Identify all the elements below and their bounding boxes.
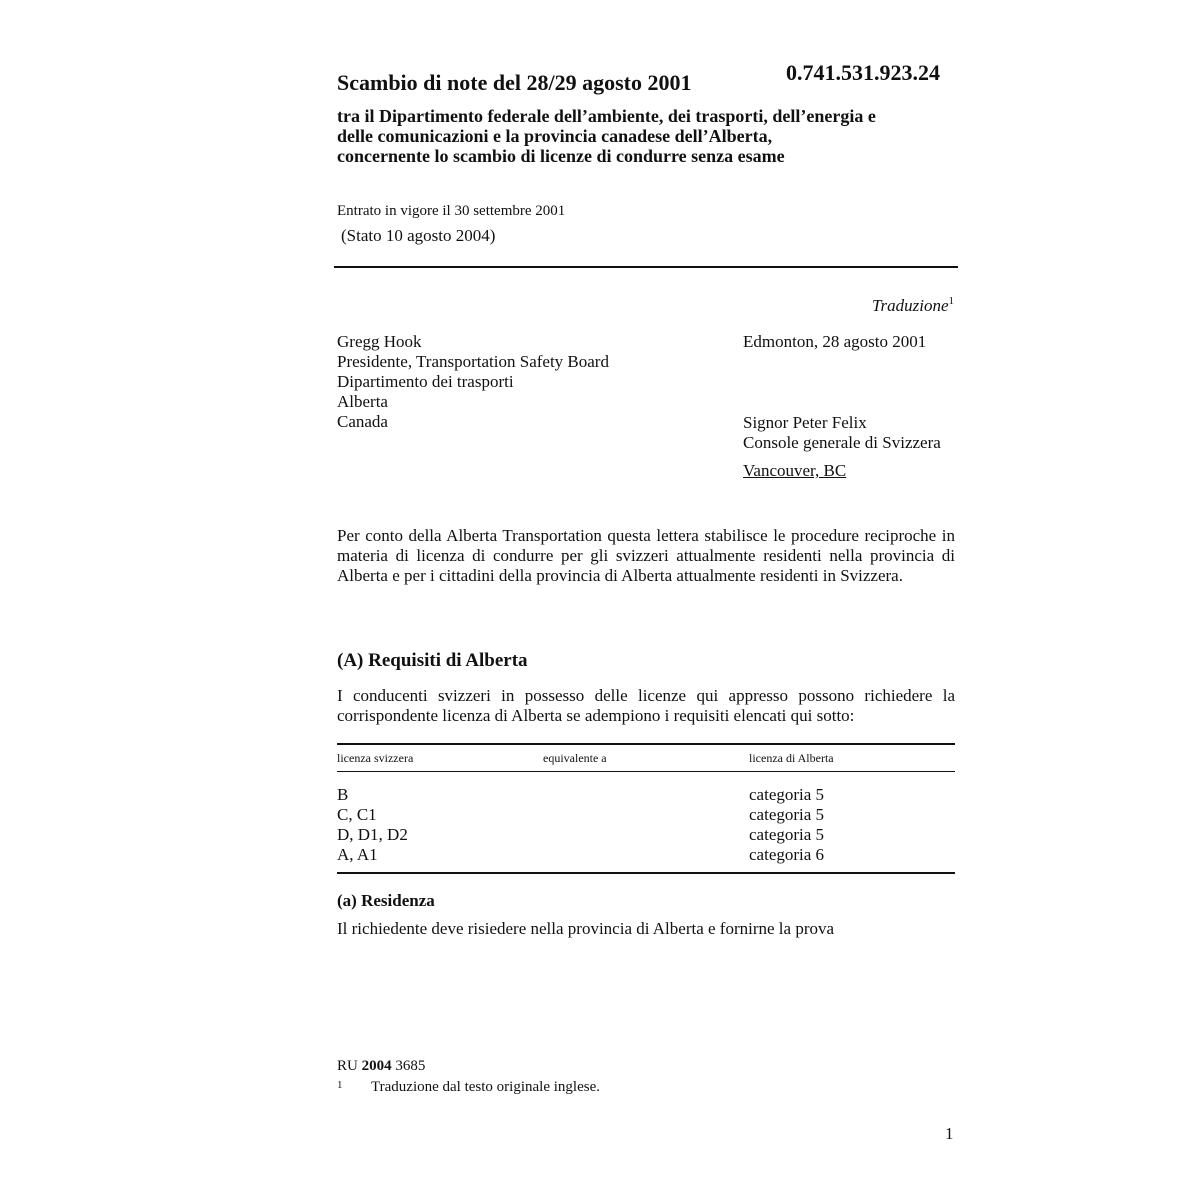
intro-paragraph: Per conto della Alberta Transportation questa lettera stabilisce le procedure reciproche in materia di licenza di condurre per gli svizzeri attualmente residenti nella provincia di Alberta e per i cittadini della provincia di Alberta attualmente residenti in Svizzera. bbox=[337, 526, 955, 585]
table-row bbox=[337, 805, 955, 825]
swiss-license-cell: A, A1 bbox=[337, 845, 378, 864]
sender-address bbox=[337, 332, 609, 432]
recipient-address bbox=[743, 413, 941, 453]
alberta-license-cell: categoria 5 bbox=[749, 805, 825, 824]
swiss-license-cell: C, C1 bbox=[337, 805, 377, 824]
footnote-number: 1 bbox=[337, 1079, 343, 1091]
document-title: Scambio di note del 28/29 agosto 2001 bbox=[337, 70, 692, 95]
recipient-city: Vancouver, BC bbox=[743, 461, 847, 480]
table-row bbox=[337, 845, 955, 865]
alberta-license-cell: categoria 6 bbox=[749, 845, 825, 864]
alberta-license-cell: categoria 5 bbox=[749, 825, 825, 844]
residence-text: Il richiedente deve risiedere nella provincia di Alberta e fornirne la prova bbox=[337, 919, 835, 938]
swiss-license-cell: B bbox=[337, 785, 349, 804]
ref-page: 3685 bbox=[391, 1058, 426, 1074]
table-row bbox=[337, 825, 955, 845]
document-number: 0.741.531.923.24 bbox=[786, 60, 940, 85]
footnote bbox=[337, 1079, 600, 1096]
alberta-license-cell: categoria 5 bbox=[749, 785, 825, 804]
sender-line: Alberta bbox=[337, 392, 388, 411]
table-bottom-rule bbox=[337, 872, 955, 874]
table-row bbox=[337, 785, 955, 805]
sender-line: Presidente, Transportation Safety Board bbox=[337, 352, 609, 371]
table-header-cell: licenza svizzera bbox=[337, 751, 414, 765]
sender-line: Gregg Hook bbox=[337, 332, 422, 351]
entry-into-force: Entrato in vigore il 30 settembre 2001 bbox=[337, 203, 566, 219]
translation-mark bbox=[872, 296, 954, 316]
footnote-text: Traduzione dal testo originale inglese. bbox=[371, 1079, 600, 1095]
subtitle-line: delle comunicazioni e la provincia canadese dell’Alberta, bbox=[337, 126, 773, 146]
table-header-cell: equivalente a bbox=[543, 751, 607, 765]
section-paragraph: I conducenti svizzeri in possesso delle licenze qui appresso possono richiedere la corrispondente licenza di Alberta se adempiono i requisiti elencati qui sotto: bbox=[337, 686, 955, 725]
translation-label: Traduzione bbox=[871, 296, 949, 315]
section-heading: (A) Requisiti di Alberta bbox=[337, 650, 528, 671]
table-body bbox=[337, 772, 955, 872]
document-subtitle bbox=[337, 106, 957, 166]
license-table bbox=[337, 743, 955, 874]
status-date: (Stato 10 agosto 2004) bbox=[341, 226, 496, 245]
ref-year: 2004 bbox=[361, 1058, 392, 1074]
place-date: Edmonton, 28 agosto 2001 bbox=[743, 332, 927, 351]
subtitle-line: concernente lo scambio di licenze di condurre senza esame bbox=[337, 146, 785, 166]
recipient-line: Console generale di Svizzera bbox=[743, 433, 941, 452]
subtitle-line: tra il Dipartimento federale dell’ambiente, dei trasporti, dell’energia e bbox=[337, 106, 876, 126]
swiss-license-cell: D, D1, D2 bbox=[337, 825, 408, 844]
table-header bbox=[337, 745, 955, 771]
ref-prefix: RU bbox=[337, 1058, 362, 1074]
sender-line: Canada bbox=[337, 412, 388, 431]
recipient-line: Signor Peter Felix bbox=[743, 413, 867, 432]
page-number: 1 bbox=[945, 1124, 954, 1143]
header-divider bbox=[334, 266, 958, 268]
sender-line: Dipartimento dei trasporti bbox=[337, 372, 514, 391]
residence-heading: (a) Residenza bbox=[337, 891, 435, 910]
table-header-cell: licenza di Alberta bbox=[749, 751, 834, 765]
footnote-reference[interactable]: 1 bbox=[948, 295, 954, 307]
official-compilation-ref bbox=[337, 1058, 425, 1075]
